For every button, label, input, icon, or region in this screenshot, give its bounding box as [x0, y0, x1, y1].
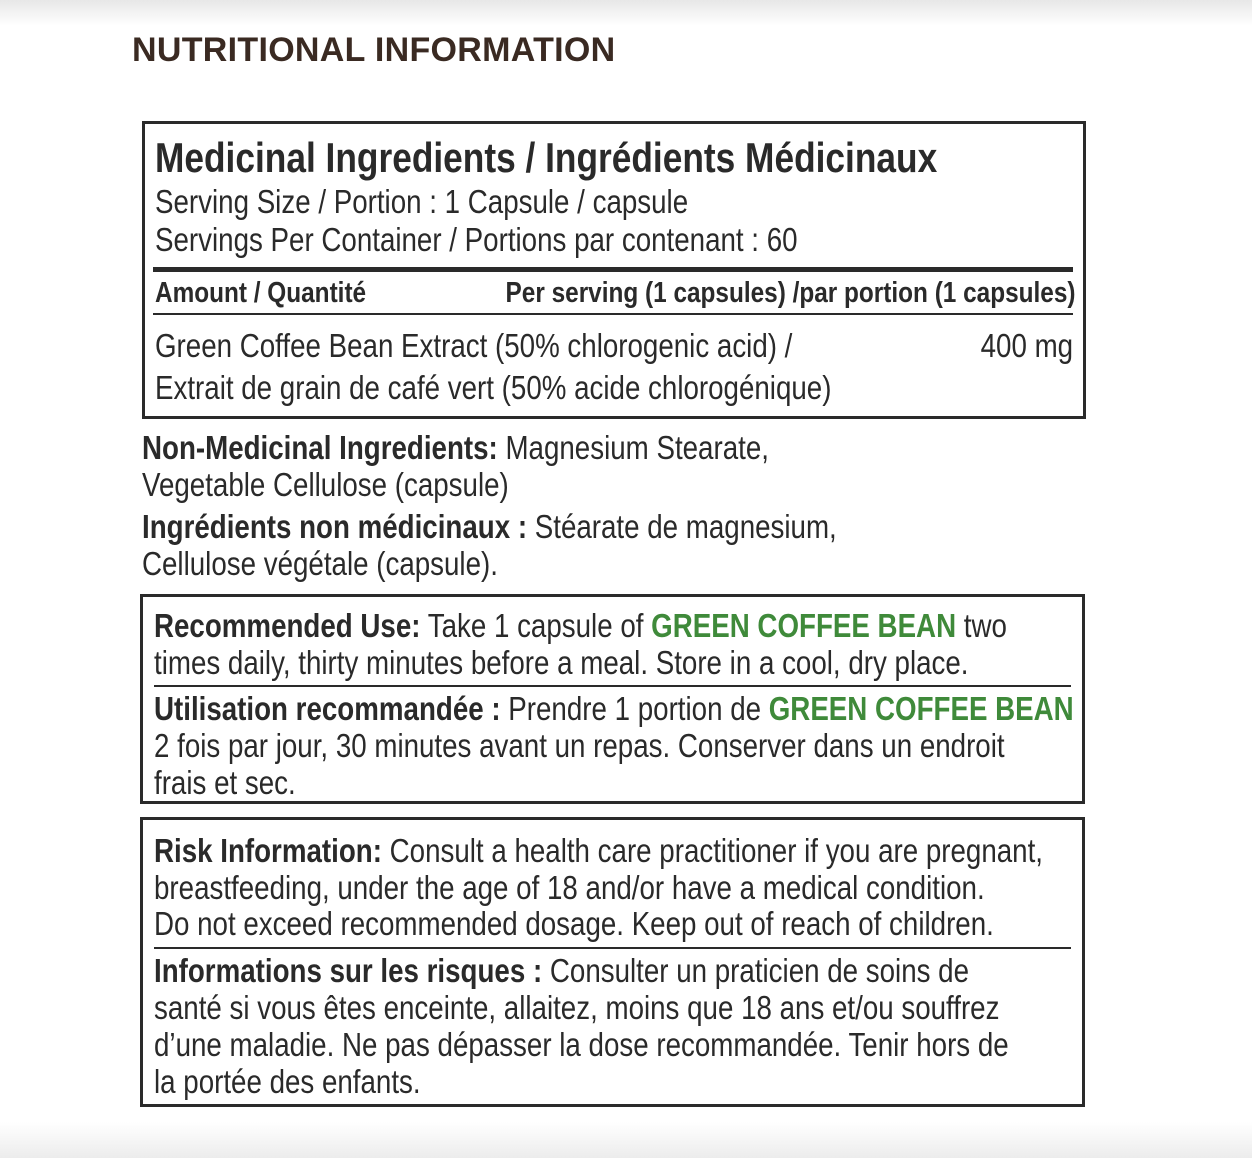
risk-fr-line-3: d’une maladie. Ne pas dépasser la dose recommandée. Tenir hors de	[154, 1026, 1009, 1063]
ingredient-line-2: Extrait de grain de café vert (50% acide chlorogénique)	[155, 369, 832, 406]
risk-fr-line-1: Informations sur les risques : Consulter un praticien de soins de	[154, 952, 970, 989]
top-shade	[0, 0, 1252, 26]
risk-en-line-1: Risk Information: Consult a health care practitioner if you are pregnant,	[154, 832, 1043, 869]
risk-fr-line-4: la portée des enfants.	[154, 1063, 421, 1100]
amount-header: Amount / Quantité	[155, 277, 367, 309]
non-medicinal-en-line-1	[142, 429, 888, 467]
risk-information-box	[140, 817, 1085, 1107]
bottom-shade	[0, 1122, 1252, 1158]
product-name: GREEN COFFEE BEAN	[651, 607, 957, 644]
use-divider	[154, 685, 1071, 687]
non-medicinal-en-label: Non-Medicinal Ingredients:	[142, 429, 498, 466]
servings-per-container: Servings Per Container / Portions par contenant : 60	[155, 221, 798, 258]
medicinal-heading: Medicinal Ingredients / Ingrédients Médicinaux	[155, 134, 938, 181]
risk-en-line-3: Do not exceed recommended dosage. Keep out of reach of children.	[154, 905, 994, 942]
recommended-use-en-line-1: Recommended Use: Take 1 capsule of GREEN COFFEE BEAN two	[154, 607, 1007, 644]
ingredient-amount: 400 mg	[980, 327, 1073, 364]
non-medicinal-fr-text: Stéarate de magnesium,	[527, 508, 837, 545]
non-medicinal-en-text: Magnesium Stearate,	[497, 429, 769, 466]
recommended-use-en-line-2: times daily, thirty minutes before a meal. Store in a cool, dry place.	[154, 644, 969, 681]
recommended-use-fr-label: Utilisation recommandée :	[154, 690, 501, 727]
page-title: NUTRITIONAL INFORMATION	[132, 31, 616, 69]
product-name-fr: GREEN COFFEE BEAN	[768, 690, 1074, 727]
recommended-use-fr-line-1: Utilisation recommandée : Prendre 1 portion de GREEN COFFEE BEAN	[154, 690, 1074, 727]
recommended-use-fr-line-3: frais et sec.	[154, 764, 296, 801]
risk-fr-line-2: santé si vous êtes enceinte, allaitez, moins que 18 ans et/ou souffrez	[154, 989, 1000, 1026]
recommended-use-box	[140, 594, 1085, 804]
recommended-use-en-label: Recommended Use:	[154, 607, 421, 644]
non-medicinal-en-line-2: Vegetable Cellulose (capsule)	[142, 466, 509, 503]
thin-divider	[153, 313, 1073, 315]
risk-fr-label: Informations sur les risques :	[154, 952, 543, 989]
risk-divider	[154, 947, 1071, 949]
recommended-use-fr-line-2: 2 fois par jour, 30 minutes avant un repas. Conserver dans un endroit	[154, 727, 1005, 764]
non-medicinal-fr-label: Ingrédients non médicinaux :	[142, 508, 528, 545]
non-medicinal-fr-line-1	[142, 508, 969, 546]
thick-divider	[153, 267, 1073, 272]
ingredient-line-1: Green Coffee Bean Extract (50% chlorogenic acid) /	[155, 327, 793, 364]
medicinal-ingredients-box	[142, 121, 1086, 419]
serving-size: Serving Size / Portion : 1 Capsule / capsule	[155, 183, 689, 220]
non-medicinal-fr-line-2: Cellulose végétale (capsule).	[142, 545, 498, 582]
per-serving-header: Per serving (1 capsules) /par portion (1 capsules)	[505, 277, 1075, 309]
risk-en-line-2: breastfeeding, under the age of 18 and/or have a medical condition.	[154, 869, 985, 906]
risk-en-label: Risk Information:	[154, 832, 382, 869]
